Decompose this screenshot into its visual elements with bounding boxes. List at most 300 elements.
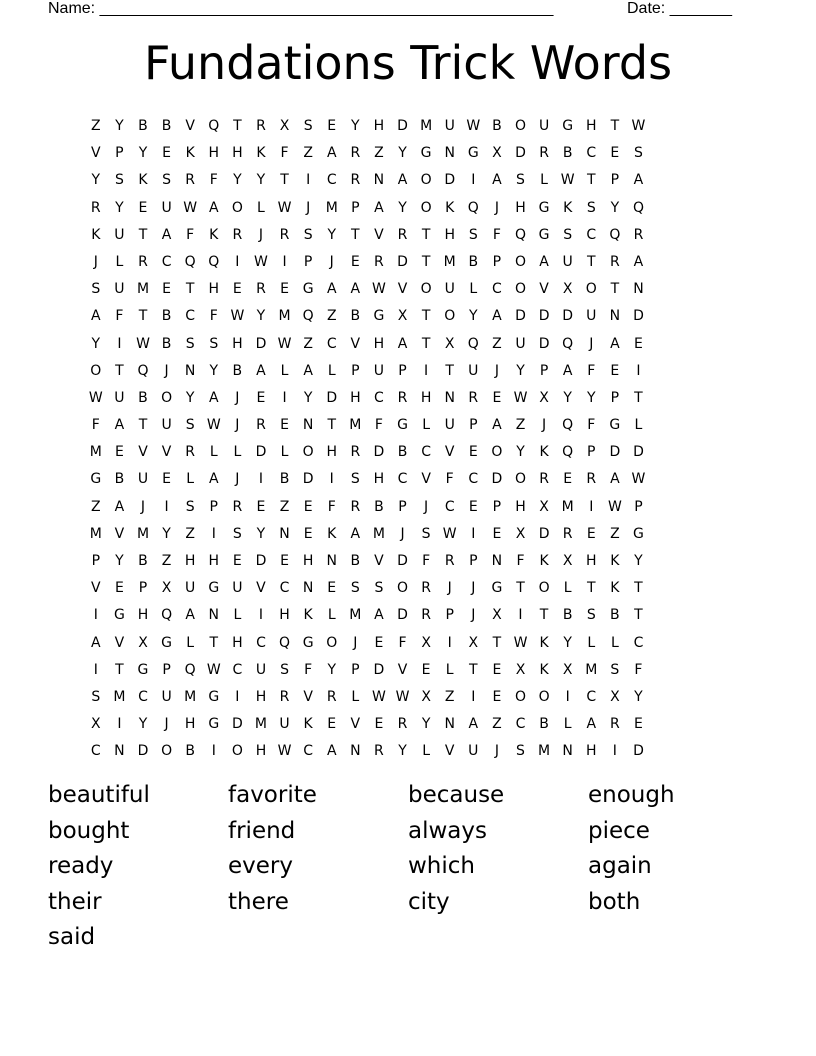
grid-letter: H — [586, 118, 597, 134]
grid-letter: G — [467, 145, 479, 162]
grid-letter: F — [327, 498, 336, 515]
grid-letter: A — [208, 471, 219, 488]
grid-letter: B — [350, 308, 361, 325]
grid-letter: E — [280, 281, 289, 298]
grid-letter: P — [351, 362, 360, 379]
grid-letter: J — [400, 525, 405, 542]
grid-letter: X — [397, 308, 408, 325]
grid-letter: C — [232, 661, 243, 678]
grid-letter: T — [492, 634, 502, 651]
grid-letter: V — [350, 716, 361, 733]
grid-letter: K — [563, 199, 573, 216]
grid-letter: S — [209, 335, 219, 352]
grid-letter: Y — [209, 362, 219, 379]
grid-letter: Y — [516, 362, 525, 379]
grid-letter: R — [90, 199, 101, 216]
grid-letter: P — [351, 199, 360, 216]
grid-letter: Z — [91, 498, 101, 515]
grid-letter: B — [562, 607, 573, 624]
grid-letter: B — [232, 362, 243, 379]
grid-letter: R — [374, 253, 384, 270]
grid-letter: R — [350, 172, 361, 189]
grid-letter: A — [586, 716, 597, 733]
grid-letter: T — [634, 580, 643, 597]
grid-letter: E — [303, 525, 313, 542]
grid-letter: C — [161, 253, 172, 270]
grid-letter: A — [350, 525, 361, 542]
grid-letter: N — [279, 525, 290, 542]
grid-letter: F — [634, 661, 643, 678]
grid-letter: B — [397, 444, 408, 461]
grid-letter: S — [185, 498, 195, 515]
grid-letter: T — [634, 607, 643, 624]
word-list-item: their — [48, 888, 102, 915]
grid-letter: Y — [516, 444, 525, 461]
grid-letter: K — [138, 172, 148, 189]
word-list-item: always — [408, 817, 487, 844]
grid-letter: H — [232, 634, 243, 651]
grid-row — [84, 657, 650, 684]
grid-letter: S — [421, 525, 431, 542]
grid-letter: K — [539, 553, 549, 569]
grid-letter: Y — [115, 199, 124, 216]
grid-letter: K — [256, 145, 266, 162]
grid-letter: C — [492, 281, 502, 298]
grid-letter: T — [233, 118, 242, 134]
word-list-item: there — [228, 888, 289, 915]
grid-letter: G — [562, 118, 574, 134]
grid-letter: E — [374, 716, 384, 733]
grid-letter: A — [492, 308, 502, 325]
grid-letter: L — [233, 444, 242, 461]
grid-letter: W — [254, 253, 268, 270]
grid-letter: Y — [256, 308, 266, 325]
grid-letter: K — [185, 145, 195, 162]
grid-letter: Y — [469, 308, 478, 325]
grid-letter: R — [397, 716, 408, 733]
grid-letter: T — [586, 580, 596, 597]
grid-letter: L — [469, 281, 478, 298]
grid-letter: F — [186, 226, 195, 243]
grid-letter: A — [256, 362, 266, 379]
grid-letter: N — [373, 172, 385, 189]
grid-letter: T — [421, 335, 431, 352]
grid-letter: Q — [208, 253, 220, 270]
grid-letter: M — [184, 688, 197, 705]
grid-letter: B — [161, 118, 172, 134]
grid-letter: K — [539, 661, 549, 678]
grid-letter: Y — [398, 145, 407, 162]
grid-row — [84, 331, 650, 358]
grid-letter: T — [138, 308, 148, 325]
grid-letter: H — [373, 335, 385, 352]
grid-letter: N — [114, 743, 125, 760]
grid-letter: E — [374, 634, 384, 651]
grid-letter: A — [185, 607, 195, 624]
grid-letter: T — [634, 389, 643, 406]
grid-letter: F — [516, 553, 525, 569]
grid-letter: E — [162, 145, 171, 162]
grid-letter: E — [634, 716, 643, 733]
grid-letter: P — [445, 607, 454, 624]
grid-letter: S — [114, 172, 124, 189]
grid-letter: C — [256, 634, 266, 651]
grid-letter: X — [562, 281, 573, 298]
grid-letter: L — [587, 634, 596, 651]
grid-letter: D — [515, 308, 526, 325]
grid-letter: M — [585, 661, 598, 678]
grid-letter: T — [421, 308, 431, 325]
grid-letter: Y — [115, 118, 124, 134]
grid-letter: X — [492, 607, 502, 624]
grid-letter: C — [303, 743, 314, 760]
grid-letter: N — [184, 362, 196, 379]
grid-letter: C — [138, 688, 148, 705]
grid-letter: V — [161, 444, 172, 461]
grid-row — [84, 303, 650, 330]
grid-letter: X — [444, 335, 455, 352]
grid-letter: G — [538, 199, 550, 216]
grid-letter: U — [161, 199, 172, 216]
grid-letter: C — [515, 716, 526, 733]
grid-letter: J — [494, 199, 499, 216]
grid-letter: V — [303, 688, 313, 705]
word-list-item: piece — [588, 817, 650, 844]
grid-letter: J — [140, 498, 146, 515]
grid-letter: A — [492, 172, 502, 189]
grid-letter: F — [115, 308, 124, 325]
grid-letter: M — [278, 308, 291, 325]
grid-letter: T — [610, 118, 620, 134]
grid-letter: I — [235, 688, 240, 705]
grid-letter: K — [539, 444, 549, 461]
grid-letter: U — [232, 580, 243, 597]
grid-letter: R — [185, 172, 196, 189]
grid-letter: Y — [398, 743, 407, 760]
grid-letter: J — [494, 362, 499, 379]
grid-letter: Y — [91, 172, 101, 189]
grid-letter: I — [117, 335, 122, 352]
grid-row — [84, 167, 650, 194]
grid-letter: M — [136, 525, 150, 542]
grid-letter: P — [138, 580, 148, 597]
grid-letter: F — [587, 417, 596, 434]
grid-letter: H — [444, 226, 455, 243]
grid-letter: U — [137, 471, 149, 488]
grid-letter: Q — [279, 634, 291, 651]
grid-letter: A — [208, 389, 219, 406]
grid-letter: R — [421, 607, 431, 624]
grid-letter: C — [586, 688, 597, 705]
grid-letter: C — [468, 471, 479, 488]
grid-letter: H — [184, 716, 196, 733]
grid-letter: J — [235, 389, 240, 406]
grid-letter: L — [280, 362, 289, 379]
grid-letter: H — [184, 553, 196, 569]
grid-letter: S — [185, 417, 195, 434]
grid-letter: P — [162, 661, 171, 678]
grid-letter: E — [492, 389, 502, 406]
grid-letter: P — [492, 253, 502, 270]
grid-letter: A — [161, 226, 172, 243]
grid-letter: F — [374, 417, 383, 434]
grid-letter: J — [353, 634, 358, 651]
grid-letter: X — [421, 688, 431, 705]
grid-letter: Q — [208, 118, 220, 134]
grid-letter: R — [609, 716, 620, 733]
grid-letter: I — [93, 607, 98, 624]
grid-letter: Y — [115, 553, 124, 569]
grid-letter: R — [232, 226, 243, 243]
grid-letter: M — [113, 688, 126, 705]
grid-letter: P — [91, 553, 101, 569]
grid-letter: K — [610, 553, 620, 569]
grid-letter: D — [397, 118, 408, 134]
grid-letter: O — [161, 743, 173, 760]
grid-letter: Z — [303, 145, 313, 162]
grid-letter: F — [209, 308, 218, 325]
grid-letter: E — [327, 580, 337, 597]
grid-letter: O — [514, 688, 526, 705]
grid-letter: M — [538, 743, 551, 760]
grid-letter: K — [539, 634, 549, 651]
grid-letter: S — [586, 199, 596, 216]
grid-letter: H — [255, 743, 267, 760]
grid-letter: D — [562, 308, 574, 325]
grid-letter: Y — [91, 335, 101, 352]
grid-letter: Z — [91, 118, 101, 134]
grid-letter: M — [89, 444, 102, 461]
grid-letter: U — [114, 281, 125, 298]
grid-letter: D — [373, 661, 385, 678]
grid-letter: K — [91, 226, 101, 243]
grid-row — [84, 684, 650, 711]
grid-letter: X — [492, 145, 502, 162]
grid-letter: C — [326, 335, 337, 352]
grid-letter: U — [161, 688, 172, 705]
grid-letter: E — [256, 498, 266, 515]
grid-letter: X — [515, 661, 526, 678]
grid-letter: I — [589, 498, 594, 515]
grid-letter: A — [468, 716, 479, 733]
grid-letter: V — [444, 444, 455, 461]
grid-letter: B — [539, 716, 549, 733]
grid-letter: C — [279, 580, 290, 597]
grid-letter: Z — [610, 525, 620, 542]
grid-letter: M — [372, 525, 385, 542]
grid-row — [84, 602, 650, 629]
grid-letter: R — [232, 498, 243, 515]
grid-letter: H — [326, 444, 337, 461]
grid-letter: H — [208, 281, 220, 298]
grid-letter: T — [421, 226, 431, 243]
grid-letter: F — [209, 172, 218, 189]
grid-letter: A — [114, 417, 125, 434]
grid-letter: D — [397, 553, 408, 569]
grid-letter: F — [304, 661, 313, 678]
grid-letter: B — [114, 471, 125, 488]
grid-letter: P — [587, 444, 596, 461]
word-list-item: enough — [588, 782, 675, 808]
grid-letter: U — [161, 417, 172, 434]
grid-letter: A — [208, 199, 219, 216]
grid-letter: Y — [256, 525, 266, 542]
grid-letter: M — [89, 525, 102, 542]
grid-letter: O — [326, 634, 338, 651]
grid-letter: E — [303, 498, 313, 515]
grid-letter: F — [280, 145, 289, 162]
grid-letter: E — [350, 253, 360, 270]
grid-letter: D — [137, 743, 149, 760]
grid-letter: A — [91, 308, 101, 325]
grid-letter: E — [586, 525, 596, 542]
grid-letter: Z — [444, 688, 455, 705]
word-list-item: said — [48, 924, 96, 950]
grid-row — [84, 195, 650, 222]
grid-letter: C — [374, 389, 384, 406]
word-list-item: again — [588, 853, 652, 879]
grid-letter: L — [610, 634, 619, 651]
grid-letter: A — [91, 634, 101, 651]
grid-letter: B — [350, 553, 361, 569]
grid-letter: R — [539, 471, 549, 488]
grid-letter: H — [373, 471, 385, 488]
grid-row — [84, 113, 650, 140]
grid-letter: A — [633, 253, 644, 270]
grid-letter: W — [183, 199, 198, 216]
grid-letter: H — [232, 335, 243, 352]
grid-letter: Y — [138, 716, 148, 733]
grid-letter: F — [492, 226, 501, 243]
grid-letter: W — [277, 335, 292, 352]
grid-letter: E — [327, 118, 337, 134]
word-list-item: city — [408, 888, 450, 915]
grid-letter: C — [397, 471, 408, 488]
grid-letter: V — [114, 634, 125, 651]
grid-letter: A — [397, 172, 408, 189]
grid-letter: I — [258, 607, 264, 624]
grid-letter: Q — [467, 199, 479, 216]
grid-letter: X — [515, 525, 526, 542]
grid-row — [84, 249, 650, 276]
grid-letter: Z — [303, 335, 313, 352]
grid-letter: B — [138, 553, 148, 569]
grid-letter: J — [93, 253, 98, 270]
grid-letter: S — [350, 471, 360, 488]
grid-letter: W — [372, 688, 386, 705]
grid-letter: S — [232, 525, 242, 542]
grid-letter: X — [562, 661, 573, 678]
grid-letter: W — [277, 743, 292, 760]
grid-letter: W — [513, 634, 528, 651]
grid-letter: I — [612, 743, 617, 760]
grid-letter: V — [350, 335, 361, 352]
grid-letter: N — [302, 417, 314, 434]
grid-letter: S — [374, 580, 384, 597]
grid-letter: L — [540, 172, 548, 189]
grid-letter: T — [280, 172, 289, 189]
grid-letter: D — [397, 253, 408, 270]
date-field-label: Date: _______ — [627, 0, 732, 17]
grid-letter: C — [586, 145, 597, 162]
grid-letter: R — [279, 688, 290, 705]
grid-letter: V — [374, 553, 384, 569]
grid-letter: U — [444, 417, 455, 434]
grid-letter: T — [185, 281, 195, 298]
grid-letter: W — [206, 417, 221, 434]
grid-letter: W — [466, 118, 481, 134]
grid-letter: S — [303, 226, 313, 243]
word-list-item: every — [228, 853, 293, 879]
grid-letter: S — [303, 118, 313, 134]
grid-letter: R — [138, 253, 148, 270]
grid-letter: A — [303, 362, 313, 379]
grid-letter: L — [422, 743, 431, 760]
grid-letter: M — [420, 118, 433, 134]
grid-letter: Y — [586, 389, 596, 406]
grid-letter: U — [468, 743, 479, 760]
grid-letter: J — [589, 335, 594, 352]
grid-letter: V — [114, 525, 125, 542]
grid-letter: H — [232, 145, 243, 162]
grid-letter: L — [186, 471, 195, 488]
grid-letter: L — [634, 417, 643, 434]
grid-letter: T — [209, 634, 219, 651]
grid-letter: T — [586, 253, 596, 270]
grid-letter: I — [282, 253, 287, 270]
grid-letter: Y — [351, 118, 360, 134]
grid-letter: V — [539, 281, 549, 298]
grid-letter: S — [634, 145, 643, 162]
grid-letter: D — [609, 444, 621, 461]
grid-letter: U — [185, 580, 196, 597]
grid-letter: A — [397, 335, 408, 352]
grid-letter: I — [565, 688, 570, 705]
grid-letter: A — [539, 253, 549, 270]
grid-letter: G — [609, 417, 621, 434]
grid-letter: E — [256, 389, 266, 406]
grid-letter: O — [161, 389, 173, 406]
grid-letter: D — [444, 172, 456, 189]
grid-letter: P — [398, 362, 407, 379]
grid-letter: D — [255, 335, 267, 352]
grid-letter: O — [231, 743, 243, 760]
grid-letter: T — [539, 607, 549, 624]
grid-letter: H — [515, 199, 526, 216]
grid-letter: Y — [634, 553, 643, 569]
grid-letter: A — [350, 281, 361, 298]
grid-letter: R — [374, 743, 384, 760]
word-list-item: ready — [48, 853, 114, 879]
grid-letter: L — [563, 716, 572, 733]
grid-letter: L — [280, 444, 289, 461]
grid-letter: Q — [562, 417, 574, 434]
grid-letter: N — [491, 553, 503, 569]
grid-letter: T — [351, 226, 360, 243]
grid-letter: G — [633, 525, 644, 542]
grid-row — [84, 711, 650, 738]
grid-letter: B — [492, 118, 502, 134]
grid-letter: X — [539, 389, 549, 406]
grid-letter: E — [610, 362, 620, 379]
grid-letter: I — [164, 498, 169, 515]
grid-letter: G — [208, 688, 220, 705]
grid-letter: C — [326, 172, 337, 189]
grid-letter: J — [424, 498, 429, 515]
grid-letter: D — [515, 145, 526, 162]
grid-letter: U — [538, 118, 550, 134]
grid-letter: C — [185, 308, 196, 325]
